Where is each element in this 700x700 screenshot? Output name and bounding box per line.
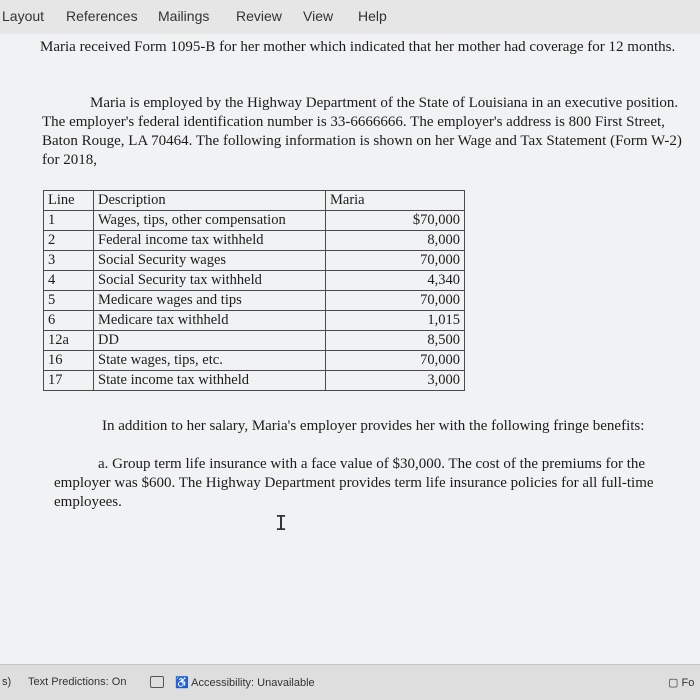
header-line: Line	[44, 191, 94, 211]
tab-layout[interactable]: Layout	[2, 8, 45, 24]
cell-description: State income tax withheld	[94, 371, 326, 391]
paragraph-employer	[42, 94, 682, 170]
ribbon	[0, 0, 700, 35]
cell-value: $70,000	[326, 211, 465, 231]
cell-description: Medicare wages and tips	[94, 291, 326, 311]
paragraph-life-insurance	[54, 455, 664, 512]
paragraph-fringe-text: In addition to her salary, Maria's employer provides her with the following fringe benefits:	[102, 418, 645, 434]
tab-view[interactable]: View	[303, 8, 334, 24]
cell-line: 5	[44, 291, 94, 311]
cell-description: Federal income tax withheld	[94, 231, 326, 251]
cell-description: Social Security wages	[94, 251, 326, 271]
text-predictions-status[interactable]: Text Predictions: On	[28, 676, 127, 688]
cell-line: 17	[44, 371, 94, 391]
focus-label: Fo	[681, 677, 695, 689]
cell-line: 2	[44, 231, 94, 251]
cell-value: 70,000	[326, 351, 465, 371]
accessibility-label: Accessibility: Unavailable	[191, 677, 315, 689]
accessibility-status[interactable]	[175, 676, 315, 689]
table-row	[44, 231, 465, 251]
header-description: Description	[94, 191, 326, 211]
status-left-text: s)	[2, 676, 12, 688]
tab-help[interactable]: Help	[358, 8, 387, 24]
table-row	[44, 211, 465, 231]
table-row	[44, 371, 465, 391]
cell-value: 70,000	[326, 251, 465, 271]
cell-value: 8,500	[326, 331, 465, 351]
proofing-icon[interactable]	[150, 676, 164, 688]
cell-description: Wages, tips, other compensation	[94, 211, 326, 231]
tab-references[interactable]: References	[66, 8, 138, 24]
cell-description: Medicare tax withheld	[94, 311, 326, 331]
status-bar	[0, 664, 700, 700]
cell-description: Social Security tax withheld	[94, 271, 326, 291]
accessibility-icon: ♿	[175, 677, 192, 689]
cell-value: 70,000	[326, 291, 465, 311]
table-row	[44, 351, 465, 371]
cell-line: 12a	[44, 331, 94, 351]
cell-line: 1	[44, 211, 94, 231]
table-row	[44, 271, 465, 291]
cell-line: 6	[44, 311, 94, 331]
header-maria: Maria	[326, 191, 465, 211]
paragraph-1095b: Maria received Form 1095-B for her mother which indicated that her mother had coverage for 12 months.	[40, 39, 676, 55]
table-row	[44, 311, 465, 331]
document-page[interactable]	[0, 34, 700, 664]
cell-line: 16	[44, 351, 94, 371]
cell-value: 1,015	[326, 311, 465, 331]
table-row	[44, 331, 465, 351]
paragraph-life-insurance-text: a. Group term life insurance with a face value of $30,000. The cost of the premiums for the employer was $600. The Highway Department provides term life insurance policies for all full-time employees.	[54, 456, 654, 510]
text-cursor-icon: I	[275, 511, 288, 535]
table-header-row	[44, 191, 465, 211]
tab-mailings[interactable]: Mailings	[158, 8, 210, 24]
paragraph-employer-text: Maria is employed by the Highway Department of the State of Louisiana in an executive position. The employer's federal identification number is 33-6666666. The employer's address is 800 First Street, Baton Rouge, LA 70464. The following information is shown on her Wage and Tax Statement (Form W-2) for 2018,	[42, 95, 682, 168]
w2-table	[43, 190, 465, 391]
focus-icon: ▢	[668, 677, 679, 689]
cell-value: 4,340	[326, 271, 465, 291]
focus-mode[interactable]	[668, 676, 694, 689]
cell-description: DD	[94, 331, 326, 351]
cell-description: State wages, tips, etc.	[94, 351, 326, 371]
cell-line: 4	[44, 271, 94, 291]
cell-value: 8,000	[326, 231, 465, 251]
paragraph-fringe-benefits	[54, 417, 654, 436]
tab-review[interactable]: Review	[236, 8, 282, 24]
cell-value: 3,000	[326, 371, 465, 391]
table-row	[44, 291, 465, 311]
table-row	[44, 251, 465, 271]
cell-line: 3	[44, 251, 94, 271]
